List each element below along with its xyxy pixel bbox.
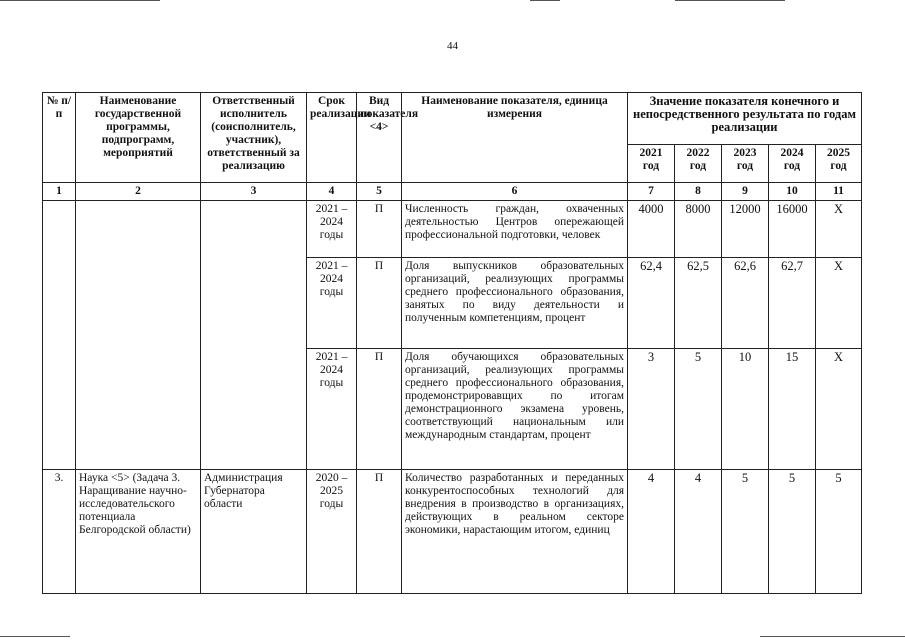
row-value: 4000 [628,201,675,258]
row-value: 4 [675,470,722,594]
program-indicators-table [42,92,862,594]
row-value: 62,6 [722,258,769,349]
row-indicator-name: Количество разработанных и переданных конкурентоспособных технологий для внедрения в производство в организациях, действующих в реальном секторе экономики, нарастающим итогом, единиц [402,470,628,594]
header-year: 2024 год [769,145,816,183]
header-program-name: Наименование государственной программы, подпрограмм, мероприятий [76,93,201,183]
row-value: 5 [769,470,816,594]
header-indicator-name: Наименование показателя, единица измерения [402,93,628,183]
row-value: 62,7 [769,258,816,349]
header-values: Значение показателя конечного и непосредственного результата по годам реализации [628,93,862,145]
row-executor: Администрация Губернатора области [201,470,307,594]
header-year: 2023 год [722,145,769,183]
column-number: 10 [769,183,816,201]
scan-line-top-mid [530,0,560,1]
row-indicator-name: Доля обучающихся образовательных организаций, реализующих программы среднего профессионального образования, продемонстрировавщих по итогам демонстрационного экзамена уровень, соответствующий национальным или международным стандартам, процент [402,349,628,470]
row-term: 2021 – 2024 годы [307,201,357,258]
row-value: 12000 [722,201,769,258]
row-value: 62,5 [675,258,722,349]
column-number: 5 [357,183,402,201]
row-value: 8000 [675,201,722,258]
header-indicator-type: Вид показателя <4> [357,93,402,183]
row-value: 5 [675,349,722,470]
row-indicator-name: Численность граждан, охваченных деятельностью Центров опережающей профессиональной подготовки, человек [402,201,628,258]
scan-line-top-left [0,0,160,1]
row-indicator-type: П [357,470,402,594]
row-term: 2021 – 2024 годы [307,258,357,349]
row-value: 3 [628,349,675,470]
scan-line-top-right [675,0,785,1]
header-year: 2022 год [675,145,722,183]
header-term: Срок реализации [307,93,357,183]
scan-line-bottom-right [760,636,905,637]
row-value: Х [816,349,862,470]
row-term: 2021 – 2024 годы [307,349,357,470]
column-number: 3 [201,183,307,201]
row-value: 10 [722,349,769,470]
column-number: 7 [628,183,675,201]
row-number: 3. [43,470,76,594]
row-value: 5 [816,470,862,594]
row-value: 16000 [769,201,816,258]
row-indicator-type: П [357,201,402,258]
row-program-name: Наука <5> (Задача 3. Наращивание научно-исследовательского потенциала Белгородской области) [76,470,201,594]
row-value: Х [816,258,862,349]
row-value: Х [816,201,862,258]
row-program-name [76,201,201,470]
row-indicator-type: П [357,349,402,470]
row-executor [201,201,307,470]
row-number [43,201,76,470]
table-row [43,201,862,258]
row-term: 2020 – 2025 годы [307,470,357,594]
scan-line-bottom-left [0,636,70,637]
column-number: 1 [43,183,76,201]
column-number: 2 [76,183,201,201]
row-value: 4 [628,470,675,594]
row-value: 5 [722,470,769,594]
header-year: 2025 год [816,145,862,183]
column-number: 11 [816,183,862,201]
row-indicator-type: П [357,258,402,349]
row-indicator-name: Доля выпускников образовательных организаций, реализующих программы среднего профессионального образования, занятых по виду деятельности и полученным компетенциям, процент [402,258,628,349]
header-number: № п/п [43,93,76,183]
column-number: 6 [402,183,628,201]
column-number: 4 [307,183,357,201]
table-row [43,470,862,594]
column-number: 8 [675,183,722,201]
row-value: 15 [769,349,816,470]
header-year: 2021 год [628,145,675,183]
header-executor: Ответственный исполнитель (соисполнитель, участник), ответственный за реализацию [201,93,307,183]
row-value: 62,4 [628,258,675,349]
page-number: 44 [447,40,458,52]
column-number: 9 [722,183,769,201]
